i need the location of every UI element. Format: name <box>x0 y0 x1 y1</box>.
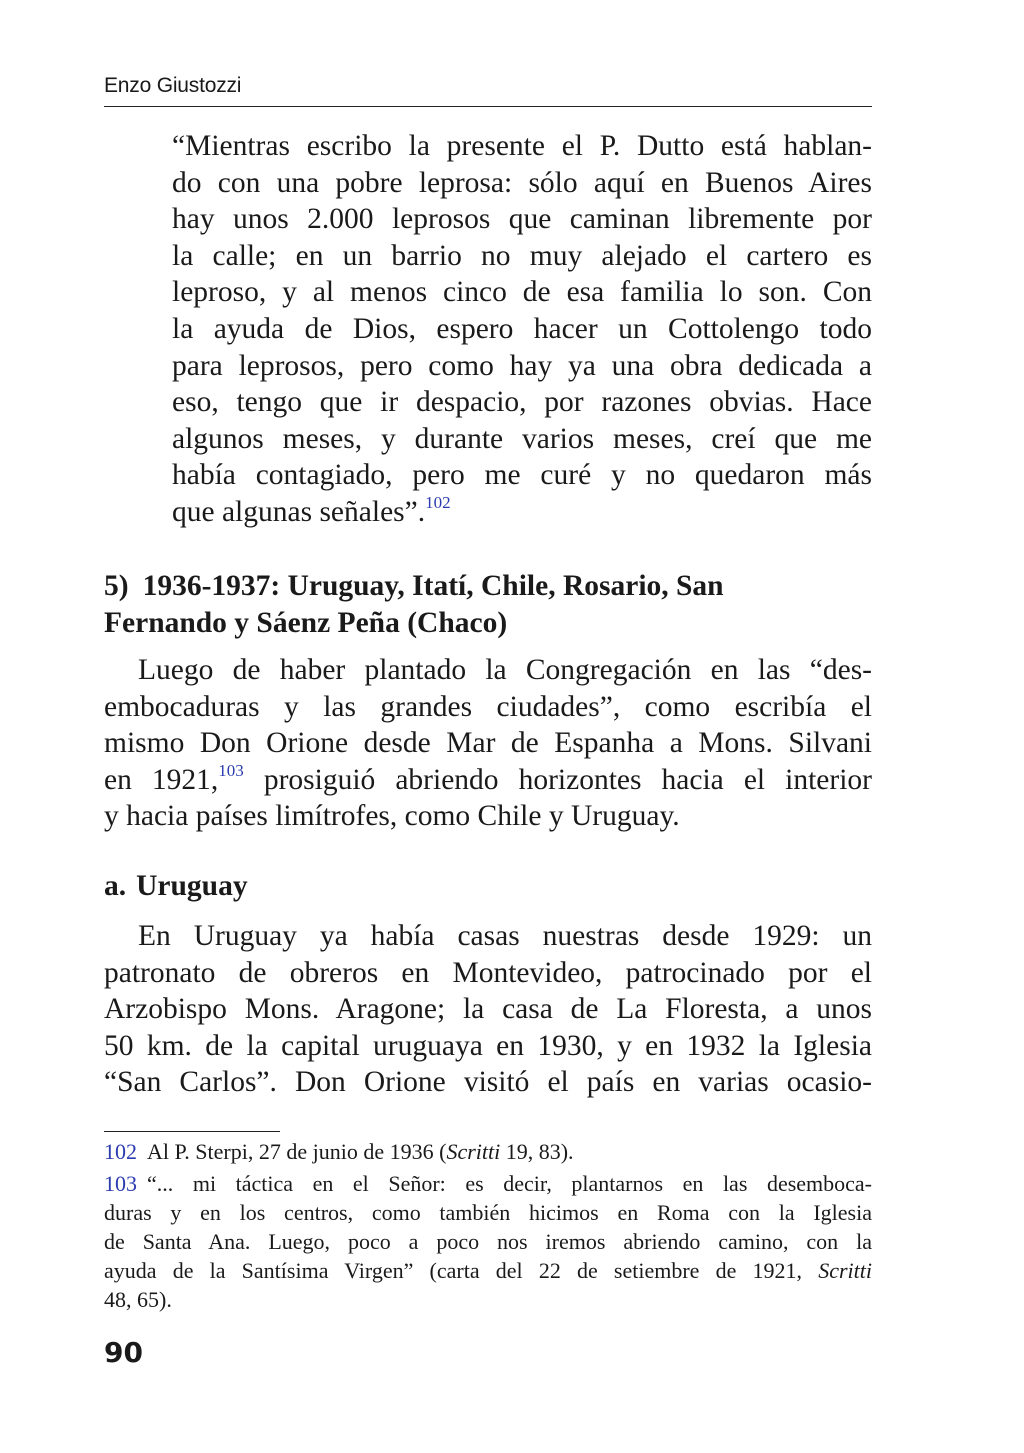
paragraph-line: En Uruguay ya había casas nuestras desde 1929: un <box>138 920 872 952</box>
footnote-rule <box>104 1131 280 1132</box>
paragraph-line: “San Carlos”. Don Orione visitó el país en varias ocasio- <box>104 1066 872 1099</box>
subsection-title: Uruguay <box>136 870 248 902</box>
footnote-number[interactable]: 102 <box>104 1139 137 1164</box>
quote-line: había contagiado, pero me curé y no quedaron más <box>172 459 872 492</box>
quote-line: leproso, y al menos cinco de esa familia lo son. Con <box>172 276 872 309</box>
quote-line: algunos meses, y durante varios meses, creí que me <box>172 422 872 455</box>
footnote-103 <box>104 1169 872 1314</box>
page-number: 90 <box>104 1336 143 1369</box>
footnote-line-last: 48, 65). <box>104 1287 172 1312</box>
footnote-italic: Scritti <box>446 1139 501 1164</box>
paragraph-line: Arzobispo Mons. Aragone; la casa de La Floresta, a unos <box>104 993 872 1026</box>
footnote-line: de Santa Ana. Luego, poco a poco nos iremos abriendo camino, con la <box>104 1229 872 1254</box>
section-title-text: 1936-1937: Uruguay, Itatí, Chile, Rosario, San <box>142 570 724 602</box>
footnotes <box>104 1137 872 1317</box>
quote-line: eso, tengo que ir despacio, por razones obvias. Hace <box>172 386 872 419</box>
footnote-number[interactable]: 103 <box>104 1171 137 1196</box>
paragraph-line-text: en 1921, <box>104 763 219 796</box>
paragraph-line: embocaduras y las grandes ciudades”, como escribía el <box>104 690 872 723</box>
footnote-text: ayuda de la Santísima Virgen” (carta del 22 de setiembre de 1921, <box>104 1258 819 1283</box>
footnote-ref-103[interactable]: 103 <box>218 760 244 780</box>
footnote-line <box>104 1169 872 1198</box>
section-number: 5) <box>104 570 129 602</box>
paragraph-line-text: prosiguió abriendo horizontes hacia el interior <box>243 763 872 796</box>
quote-line: la calle; en un barrio no muy alejado el cartero es <box>172 239 872 272</box>
book-page <box>104 0 872 1453</box>
paragraph-1 <box>104 652 872 835</box>
section-heading-line1 <box>104 568 872 605</box>
subsection-number: a. <box>104 870 127 902</box>
footnote-line: duras y en los centros, como también hicimos en Roma con la Iglesia <box>104 1200 872 1225</box>
quote-line: “Mientras escribo la presente el P. Dutto está hablan- <box>172 130 872 162</box>
paragraph-line: 50 km. de la capital uruguaya en 1930, y en 1932 la Iglesia <box>104 1029 872 1062</box>
footnote-italic: Scritti <box>818 1258 872 1283</box>
quote-line: do con una pobre leprosa: sólo aquí en Buenos Aires <box>172 166 872 199</box>
paragraph-line-last: y hacia países limítrofes, como Chile y Uruguay. <box>104 800 680 833</box>
footnote-text: Al P. Sterpi, 27 de junio de 1936 ( <box>147 1139 447 1164</box>
quote-line-text: que algunas señales”. <box>172 495 426 528</box>
paragraph-line: Luego de haber plantado la Congregación en las “des- <box>138 654 872 686</box>
quote-line: hay unos 2.000 leprosos que caminan libremente por <box>172 203 872 236</box>
subsection-heading <box>104 868 248 905</box>
footnote-text: “... mi táctica en el Señor: es decir, plantarnos en las desemboca- <box>147 1171 872 1196</box>
footnote-text: 19, 83). <box>500 1139 574 1164</box>
block-quote <box>172 128 872 531</box>
paragraph-2 <box>104 918 872 1101</box>
footnote-ref-102[interactable]: 102 <box>425 493 451 513</box>
quote-line: la ayuda de Dios, espero hacer un Cottolengo todo <box>172 312 872 345</box>
header-rule <box>104 106 872 107</box>
quote-line: para leprosos, pero como hay ya una obra dedicada a <box>172 349 872 382</box>
running-head-author: Enzo Giustozzi <box>104 74 242 97</box>
paragraph-line: mismo Don Orione desde Mar de Espanha a Mons. Silvani <box>104 727 872 760</box>
section-heading <box>104 568 872 642</box>
paragraph-line: patronato de obreros en Montevideo, patrocinado por el <box>104 956 872 989</box>
footnote-102 <box>104 1137 872 1166</box>
footnote-line <box>104 1256 872 1285</box>
paragraph-line <box>104 762 872 799</box>
quote-line-last <box>172 494 872 531</box>
section-heading-line2: Fernando y Sáenz Peña (Chaco) <box>104 607 508 639</box>
